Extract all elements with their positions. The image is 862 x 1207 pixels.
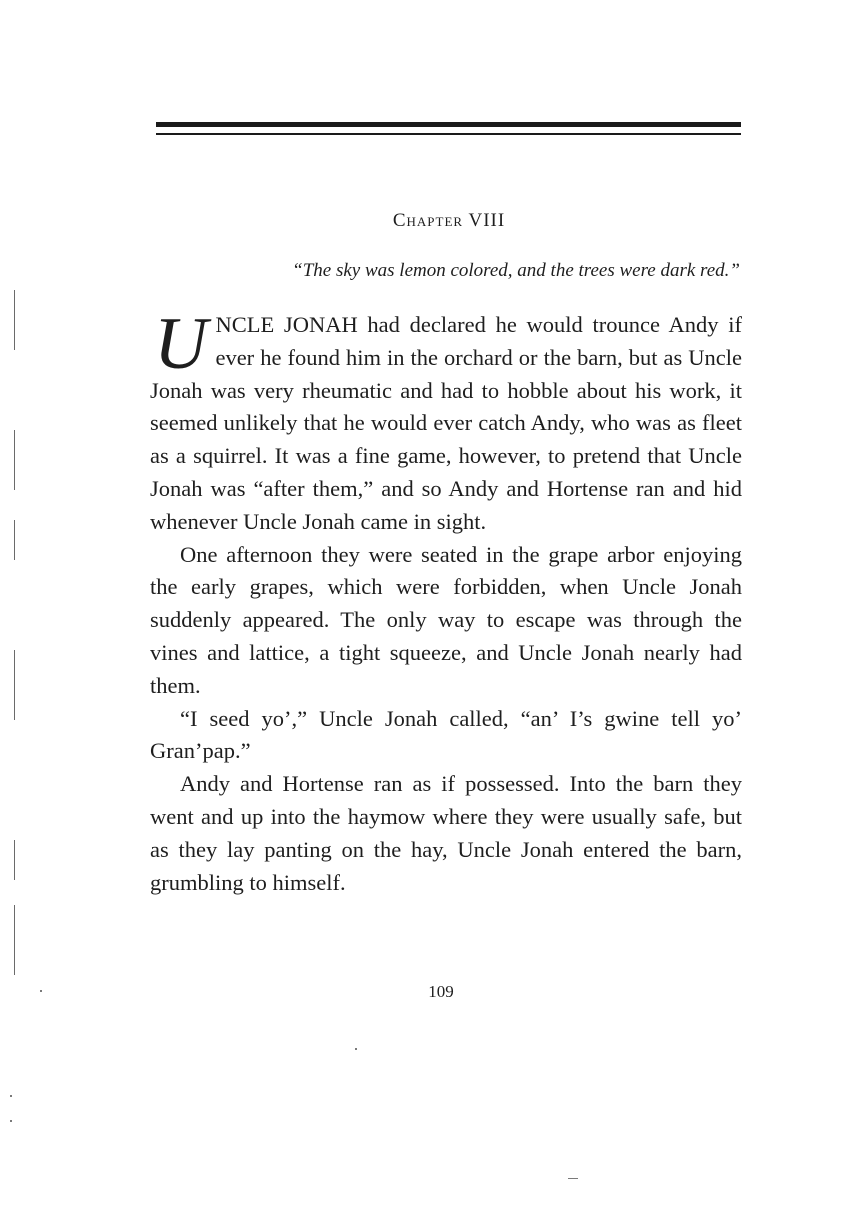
paragraph-4: Andy and Hortense ran as if possessed. Into the barn they went and up into the haymow where they were usually safe, but as they lay panting on the hay, Uncle Jonah entered the barn, grumbling to himself.: [150, 771, 742, 895]
scan-artifact-line: [14, 905, 15, 975]
header-rule-thin: [156, 133, 741, 135]
scan-artifact-dot: [355, 1048, 357, 1050]
scan-artifact-dot: [40, 990, 42, 992]
scan-artifact-line: [14, 430, 15, 490]
scan-artifact-line: [14, 840, 15, 880]
scan-artifact-dot: [10, 1120, 12, 1122]
paragraph-2: One afternoon they were seated in the grape arbor enjoying the early grapes, which were forbidden, when Uncle Jonah suddenly appeared. The only way to escape was through the vines and lattice, a tight squeeze, and Uncle Jonah nearly had them.: [150, 541, 742, 698]
drop-cap: U: [154, 303, 208, 385]
chapter-heading: Chapter VIII: [392, 210, 506, 231]
scan-artifact-line: [14, 290, 15, 350]
body-text: [150, 303, 742, 899]
scan-artifact-line: [14, 650, 15, 720]
scan-artifact-line: [14, 520, 15, 560]
paragraph-1-text: NCLE JONAH had declared he would trounce Andy if ever he found him in the orchard or the barn, but as Uncle Jonah was very rheumatic and had to hobble about his work, it seemed unlikely that he would ever catch Andy, who was as fleet as a squirrel. It was a fine game, however, to pretend that Uncle Jonah was “after them,” and so Andy and Hortense ran and hid whenever Uncle Jonah came in sight.: [150, 312, 742, 534]
paragraph-3: “I seed yo’,” Uncle Jonah called, “an’ I’s gwine tell yo’ Gran’pap.”: [150, 705, 742, 764]
paragraph-1: [150, 303, 742, 539]
scan-artifact-dot: [10, 1095, 12, 1097]
chapter-epigraph: “The sky was lemon colored, and the trees were dark red.”: [292, 260, 740, 281]
scan-artifact-dot: [568, 1178, 578, 1179]
header-rule-thick: [156, 122, 741, 127]
page-number: 109: [428, 982, 454, 1001]
